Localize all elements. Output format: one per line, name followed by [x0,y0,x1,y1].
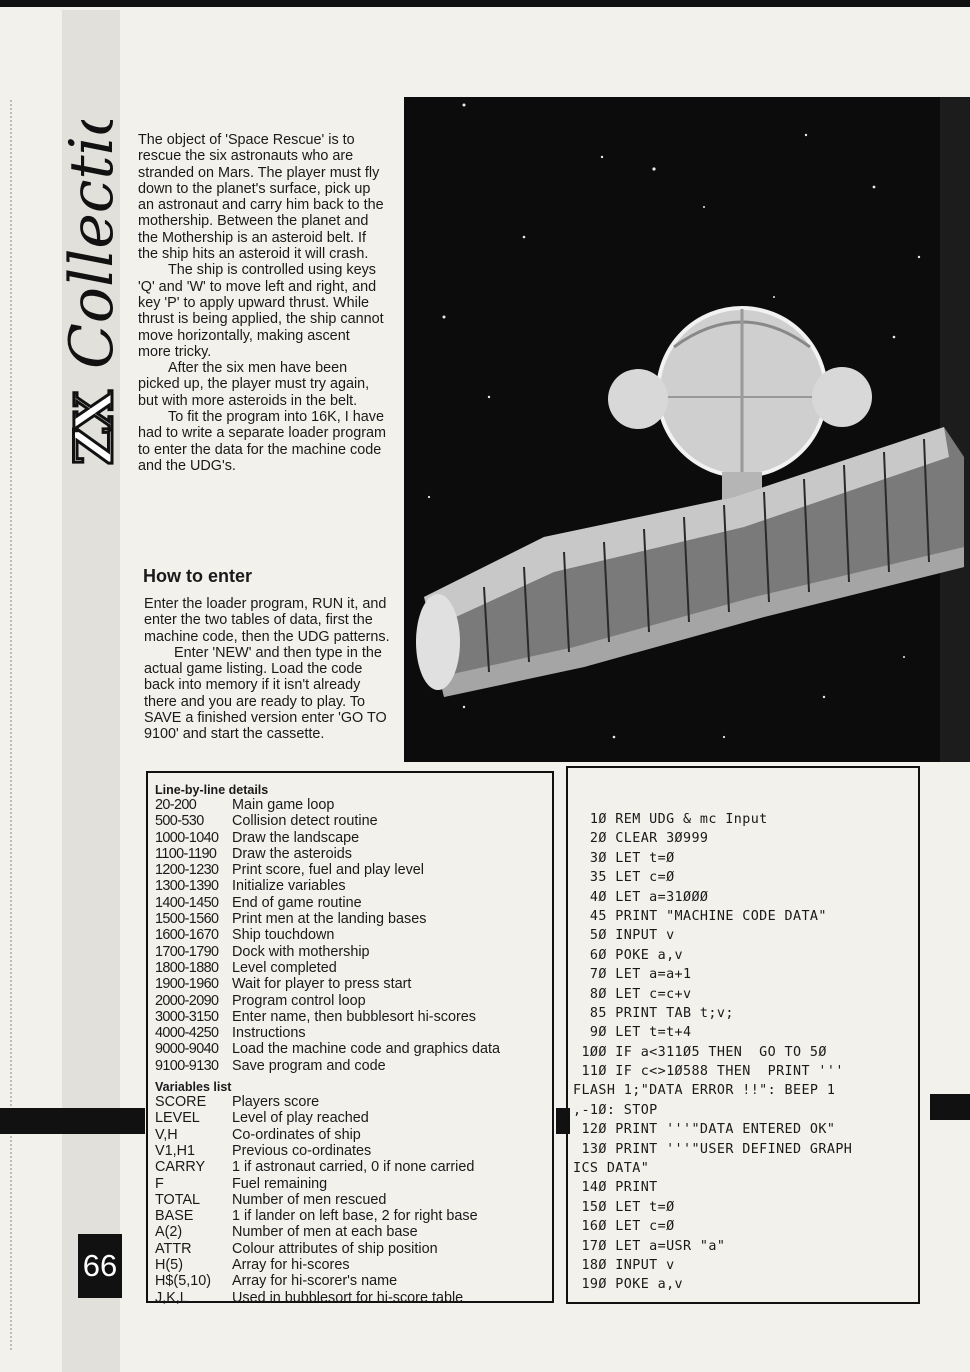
line-range: 1400-1450 [155,894,219,911]
code-line: 7Ø LET a=a+1 [573,967,692,983]
page-number: 66 [78,1234,122,1298]
variable-row [155,1094,555,1110]
margin-dotted-line [10,100,12,1350]
line-description: Collision detect routine [232,813,378,830]
line-description: Load the machine code and graphics data [232,1041,501,1058]
variable-name: BASE [155,1208,194,1225]
code-line: 13Ø PRINT '''"USER DEFINED GRAPH [573,1141,853,1157]
line-detail-row [155,927,555,943]
variable-description: Used in bubblesort for hi-score table [232,1289,464,1306]
variable-name: F [155,1175,164,1192]
variable-name: SCORE [155,1094,207,1111]
code-line: 35 LET c=Ø [573,870,675,886]
line-description: Level completed [232,959,337,976]
line-detail-row [155,960,555,976]
variable-row [155,1273,555,1289]
code-line: 2Ø CLEAR 3Ø999 [573,831,709,847]
line-description: Draw the landscape [232,829,360,846]
variable-description: Players score [232,1094,320,1111]
line-detail-row [155,1009,555,1025]
code-line: 11Ø IF c<>1Ø588 THEN PRINT ''' [573,1064,844,1080]
spaceship-photo [404,97,970,762]
black-bar-left [0,1108,145,1134]
variable-row [155,1224,555,1240]
variables-title: Variables list [155,1080,232,1095]
line-detail-row [155,878,555,894]
code-line: 16Ø LET c=Ø [573,1219,675,1235]
code-line: 1Ø REM UDG & mc Input [573,812,768,827]
code-line: 6Ø POKE a,v [573,947,684,963]
how-paragraph: Enter the loader program, RUN it, and enter the two tables of data, first the machine code, then the UDG patterns. [144,596,390,645]
line-detail-row [155,862,555,878]
code-line: 15Ø LET t=Ø [573,1199,675,1215]
variable-row [155,1192,555,1208]
variable-name: TOTAL [155,1191,201,1208]
code-line: 4Ø LET a=31ØØØ [573,889,709,905]
code-line: 85 PRINT TAB t;v; [573,1005,734,1021]
line-description: Instructions [232,1025,306,1042]
variable-name: H$(5,10) [155,1273,211,1290]
line-range: 1300-1390 [155,878,219,895]
line-range: 9100-9130 [155,1057,219,1074]
variable-description: Number of men rescued [232,1191,387,1208]
code-line: ,-1Ø: STOP [573,1102,658,1118]
variable-description: Co-ordinates of ship [232,1126,361,1143]
line-range: 500-530 [155,813,204,830]
code-line: 1ØØ IF a<311Ø5 THEN GO TO 5Ø [573,1044,827,1060]
line-description: Enter name, then bubblesort hi-scores [232,1008,476,1025]
line-range: 1200-1230 [155,862,219,879]
line-detail-row [155,1025,555,1041]
variable-row [155,1257,555,1273]
variables-list [155,1094,555,1306]
basic-listing [573,810,923,1295]
line-range: 1800-1880 [155,959,219,976]
variable-description: Fuel remaining [232,1175,328,1192]
line-range: 1600-1670 [155,927,219,944]
variable-row [155,1208,555,1224]
line-detail-row [155,944,555,960]
line-detail-row [155,895,555,911]
variable-row [155,1241,555,1257]
line-description: Wait for player to press start [232,976,412,993]
line-detail-row [155,976,555,992]
intro-paragraph: To fit the program into 16K, I have had to write a separate loader program to enter the data for the machine code and the UDG's. [138,409,386,474]
how-to-enter-text [144,596,392,743]
code-line: 9Ø LET t=t+4 [573,1025,692,1041]
line-detail-row [155,993,555,1009]
variable-name: J,K,L [155,1289,188,1306]
variable-description: Previous co-ordinates [232,1142,372,1159]
variable-name: LEVEL [155,1110,200,1127]
code-line: 8Ø LET c=c+v [573,986,692,1002]
line-description: Draw the asteroids [232,845,352,862]
how-to-enter-heading: How to enter [143,566,253,586]
code-line: 3Ø LET t=Ø [573,850,675,866]
line-detail-row [155,846,555,862]
variable-row [155,1110,555,1126]
black-bar-right [930,1094,970,1120]
variable-description: Colour attributes of ship position [232,1240,438,1257]
variable-name: V1,H1 [155,1142,195,1159]
spaceship-illustration [404,97,970,762]
code-line: 18Ø INPUT v [573,1257,675,1273]
line-description: Ship touchdown [232,927,335,944]
intro-paragraph: After the six men have been picked up, the player must try again, but with more asteroids in the belt. [138,360,370,409]
variable-description: Number of men at each base [232,1224,418,1241]
logo-zx-mark: ZX [64,394,125,465]
variable-row [155,1176,555,1192]
code-line: ICS DATA" [573,1161,650,1177]
line-range: 20-200 [155,797,197,813]
logo-collection-word: Collection [62,120,127,369]
line-range: 1000-1040 [155,829,219,846]
line-description: Program control loop [232,992,366,1009]
code-line: 45 PRINT "MACHINE CODE DATA" [573,908,827,924]
variable-name: CARRY [155,1159,206,1176]
line-range: 3000-3150 [155,1008,219,1025]
how-paragraph: Enter 'NEW' and then type in the actual game listing. Load the code back into memory if it isn't already there and you are ready to play. To SAVE a finished version enter 'GO TO 9100' and start the cassette. [144,644,387,743]
top-rule [0,0,970,7]
line-description: Initialize variables [232,878,346,895]
line-details-title: Line-by-line details [155,783,269,797]
code-line: 17Ø LET a=USR "a" [573,1238,726,1254]
variable-row [155,1290,555,1306]
variable-description: Array for hi-scorer's name [232,1273,398,1290]
variable-description: Level of play reached [232,1110,369,1127]
basic-listing-panel [566,766,920,1304]
line-detail-row [155,911,555,927]
line-range: 4000-4250 [155,1025,219,1042]
line-description: Print score, fuel and play level [232,862,424,879]
line-detail-row [155,830,555,846]
line-description: End of game routine [232,894,362,911]
line-range: 1700-1790 [155,943,219,960]
code-line: 12Ø PRINT '''"DATA ENTERED OK" [573,1122,836,1138]
line-detail-row [155,1058,555,1074]
line-range: 1100-1190 [155,845,217,862]
line-description: Dock with mothership [232,943,370,960]
zx-collection-logo [62,120,134,480]
variable-name: H(5) [155,1257,183,1274]
line-detail-row [155,797,555,813]
variable-row [155,1143,555,1159]
line-detail-row [155,813,555,829]
code-line: 14Ø PRINT [573,1180,658,1196]
intro-paragraph: The object of 'Space Rescue' is to rescue the six astronauts who are stranded on Mars. The player must fly down to the planet's surface, pick up an astronaut and carry him back to the mothership. Between the planet and the Mothership is an asteroid belt. If the ship hits an asteroid it will crash. [138,132,384,263]
code-line: 5Ø INPUT v [573,928,675,944]
line-description: Main game loop [232,797,335,813]
line-range: 1900-1960 [155,976,219,993]
variable-name: A(2) [155,1224,183,1241]
code-line: FLASH 1;"DATA ERROR !!": BEEP 1 [573,1083,836,1099]
variable-description: 1 if lander on left base, 2 for right base [232,1208,478,1225]
variable-row [155,1159,555,1175]
variable-description: Array for hi-scores [232,1257,350,1274]
intro-paragraph: The ship is controlled using keys 'Q' and 'W' to move left and right, and key 'P' to apply upward thrust. While thrust is being applied, the ship cannot move horizontally, making ascent more tricky. [138,262,384,360]
line-description: Save program and code [232,1057,386,1074]
variable-description: 1 if astronaut carried, 0 if none carried [232,1159,475,1176]
variable-name: V,H [155,1126,178,1143]
line-details-list [155,797,555,1074]
line-range: 9000-9040 [155,1041,219,1058]
code-line: 19Ø POKE a,v [573,1277,684,1293]
line-detail-row [155,1041,555,1057]
intro-article [138,132,386,474]
line-description: Print men at the landing bases [232,911,427,928]
line-details-panel [146,771,554,1306]
line-range: 2000-2090 [155,992,219,1009]
line-range: 1500-1560 [155,911,219,928]
variable-name: ATTR [155,1240,192,1257]
variable-row [155,1127,555,1143]
